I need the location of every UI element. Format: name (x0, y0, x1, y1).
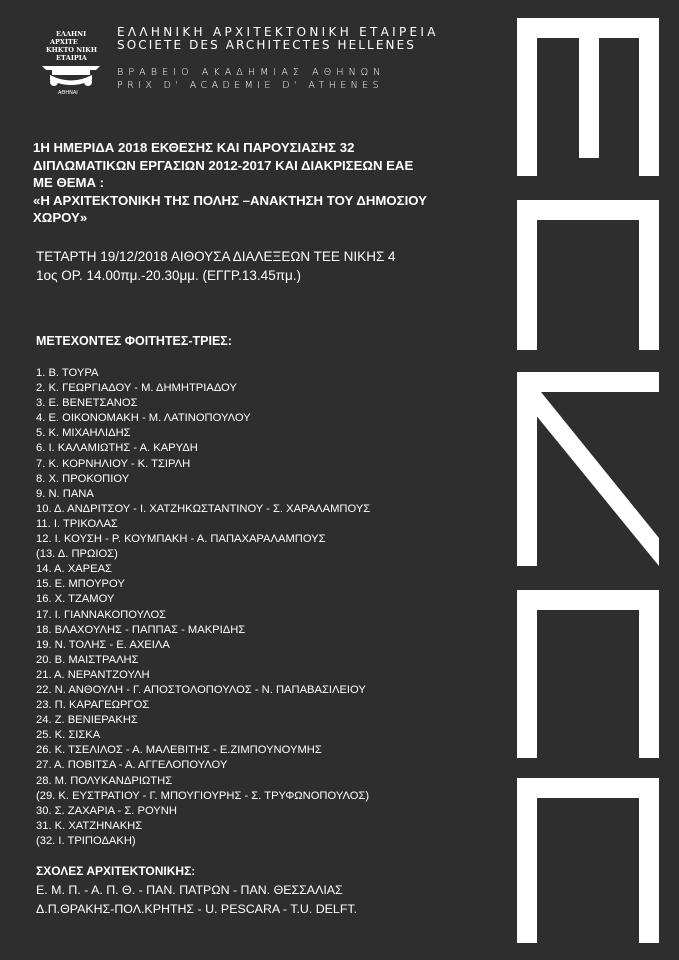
title-line: ΜΕ ΘΕΜΑ : (33, 175, 105, 190)
list-item: 25. Κ. ΣΙΣΚΑ (36, 729, 101, 742)
list-item: 22. Ν. ΑΝΘΟΥΛΗ - Γ. ΑΠΟΣΤΟΛΟΠΟΥΛΟΣ - Ν. ΠΑΠΑΒΑΣΙΛΕΙΟΥ (36, 683, 366, 696)
list-item: 27. Α. ΠΟΒΙΤΣΑ - Α. ΑΓΓΕΛΟΠΟΥΛΟΥ (36, 759, 228, 772)
schools-line: Δ.Π.ΘΡΑΚΗΣ-ΠΟΛ.ΚΡΗΤΗΣ - U. PESCARA - T.U. DELFT. (36, 902, 358, 916)
list-item: 26. Κ. ΤΣΕΛΙΛΟΣ - Α. ΜΑΛΕΒΙΤΗΣ - Ε.ΖΙΜΠΟΥΝΟΥΜΗΣ (36, 744, 322, 757)
event-info (36, 247, 486, 285)
list-item: 3. Ε. ΒΕΝΕΤΣΑΝΟΣ (36, 397, 138, 410)
list-item: 23. Π. ΚΑΡΑΓΕΩΡΓΟΣ (36, 699, 150, 712)
list-item: 11. Ι. ΤΡΙΚΟΛΑΣ (36, 517, 118, 530)
list-item: 10. Δ. ΑΝΔΡΙΤΣΟΥ - Ι. ΧΑΤΖΗΚΩΣΤΑΝΤΙΝΟΥ - Σ. ΧΑΡΑΛΑΜΠΟΥΣ (36, 502, 371, 515)
event-date-place: ΤΕΤΑΡΤΗ 19/12/2018 ΑΙΘΟΥΣΑ ΔΙΑΛΕΞΕΩΝ ΤΕΕ ΝΙΚΗΣ 4 (36, 249, 396, 264)
list-item: 20. Β. ΜΑΙΣΤΡΑΛΗΣ (36, 653, 139, 666)
svg-text:ΛΗΝΙ: ΛΗΝΙ (66, 30, 87, 38)
title-line: 1Η ΗΜΕΡΙΔΑ 2018 ΕΚΘΕΣΗΣ ΚΑΙ ΠΑΡΟΥΣΙΑΣΗΣ 32 (33, 140, 355, 155)
list-item: 18. ΒΛΑΧΟΥΛΗΣ - ΠΑΠΠΑΣ - ΜΑΚΡΙΔΗΣ (36, 623, 246, 636)
title-line: ΔΙΠΛΩΜΑΤΙΚΩΝ ΕΡΓΑΣΙΩΝ 2012-2017 ΚΑΙ ΔΙΑΚΡΙΣΕΩΝ ΕΑΕ (33, 157, 414, 173)
vertical-wordmark-icon (517, 18, 659, 943)
schools-heading: ΣΧΟΛΕΣ ΑΡΧΙΤΕΚΤΟΝΙΚΗΣ: (36, 864, 196, 878)
list-item: 17. Ι. ΓΙΑΝΝΑΚΟΠΟΥΛΟΣ (36, 608, 167, 621)
title-line: ΧΩΡΟΥ» (33, 210, 88, 225)
list-item: 14. Α. ΧΑΡΕΑΣ (36, 563, 112, 576)
schools-line: Ε. Μ. Π. - Α. Π. Θ. - ΠΑΝ. ΠΑΤΡΩΝ - ΠΑΝ. ΘΕΣΣΑΛΙΑΣ (36, 883, 343, 897)
list-item: 5. Κ. ΜΙΧΑΗΛΙΔΗΣ (36, 427, 131, 440)
svg-text:ΚΗΚΤΟ ΝΙΚΗ: ΚΗΚΤΟ ΝΙΚΗ (46, 46, 97, 54)
list-item: 15. Ε. ΜΠΟΥΡΟΥ (36, 578, 125, 591)
list-item: 31. Κ. ΧΑΤΖΗΝΑΚΗΣ (36, 819, 143, 832)
svg-text:ΕΤΑΙΡΙΑ: ΕΤΑΙΡΙΑ (56, 54, 87, 62)
svg-text:ΕΛ: ΕΛ (56, 30, 66, 38)
list-item: 28. Μ. ΠΟΛΥΚΑΝΔΡΙΩΤΗΣ (36, 774, 173, 787)
list-item: (29. Κ. ΕΥΣΤΡΑΤΙΟΥ - Γ. ΜΠΟΥΓΙΟΥΡΗΣ - Σ. ΤΡΥΦΩΝΟΠΟΥΛΟΣ) (36, 789, 370, 802)
list-item: (13. Δ. ΠΡΩΙΟΣ) (36, 548, 118, 561)
prize-french: PRIX D' ACADEMIE D' ATHENES (117, 80, 384, 91)
students-list (36, 366, 370, 849)
svg-text:ΑΘΗΝΑΙ: ΑΘΗΝΑΙ (58, 90, 78, 96)
org-name-greek: ΕΛΛΗΝΙΚΗ ΑΡΧΙΤΕΚΤΟΝΙΚΗ ΕΤΑΙΡΕΙΑ (117, 25, 439, 39)
students-heading: ΜΕΤΕΧΟΝΤΕΣ ΦΟΙΤΗΤΕΣ-ΤΡΙΕΣ: (36, 334, 232, 348)
schools-list (36, 881, 357, 919)
prize-greek: ΒΡΑΒΕΙΟ ΑΚΑΔΗΜΙΑΣ ΑΘΗΝΩΝ (117, 67, 386, 78)
list-item: 24. Ζ. ΒΕΝΙΕΡΑΚΗΣ (36, 714, 138, 727)
list-item: 6. Ι. ΚΑΛΑΜΙΩΤΗΣ - Α. ΚΑΡΥΔΗ (36, 442, 198, 455)
list-item: 1. Β. ΤΟΥΡΑ (36, 367, 99, 379)
event-title (33, 139, 503, 227)
list-item: 21. Α. ΝΕΡΑΝΤΖΟΥΛΗ (36, 668, 150, 681)
society-seal-icon (36, 24, 106, 96)
list-item: 7. Κ. ΚΟΡΝΗΛΙΟΥ - Κ. ΤΣΙΡΛΗ (36, 457, 191, 470)
list-item: 12. Ι. ΚΟΥΣΗ - Ρ. ΚΟΥΜΠΑΚΗ - Α. ΠΑΠΑΧΑΡΑΛΑΜΠΟΥΣ (36, 533, 326, 546)
list-item: 2. Κ. ΓΕΩΡΓΙΑΔΟΥ - Μ. ΔΗΜΗΤΡΙΑΔΟΥ (36, 382, 237, 395)
event-time: 1ος ΟΡ. 14.00πμ.-20.30μμ. (ΕΓΓΡ.13.45πμ.) (36, 268, 302, 283)
list-item: 9. Ν. ΠΑΝΑ (36, 487, 94, 500)
svg-text:ΑΡΧΙΤΕ: ΑΡΧΙΤΕ (50, 38, 78, 46)
org-name-french: SOCIETE DES ARCHITECTES HELLENES (117, 38, 417, 52)
list-item: 19. Ν. ΤΟΛΗΣ - Ε. ΑΧΕΙΛΑ (36, 638, 170, 651)
list-item: 30. Σ. ΖΑΧΑΡΙΑ - Σ. ΡΟΥΝΗ (36, 804, 177, 817)
list-item: 4. Ε. ΟΙΚΟΝΟΜΑΚΗ - Μ. ΛΑΤΙΝΟΠΟΥΛΟΥ (36, 412, 251, 425)
list-item: 8. Χ. ΠΡΟΚΟΠΙΟΥ (36, 472, 130, 485)
title-line: «Η ΑΡΧΙΤΕΚΤΟΝΙΚΗ ΤΗΣ ΠΟΛΗΣ –ΑΝΑΚΤΗΣΗ ΤΟΥ ΔΗΜΟΣΙΟΥ (33, 192, 427, 208)
list-item: 16. Χ. ΤΖΑΜΟΥ (36, 593, 115, 606)
list-item: (32. Ι. ΤΡΙΠΟΔΑΚΗ) (36, 834, 136, 847)
